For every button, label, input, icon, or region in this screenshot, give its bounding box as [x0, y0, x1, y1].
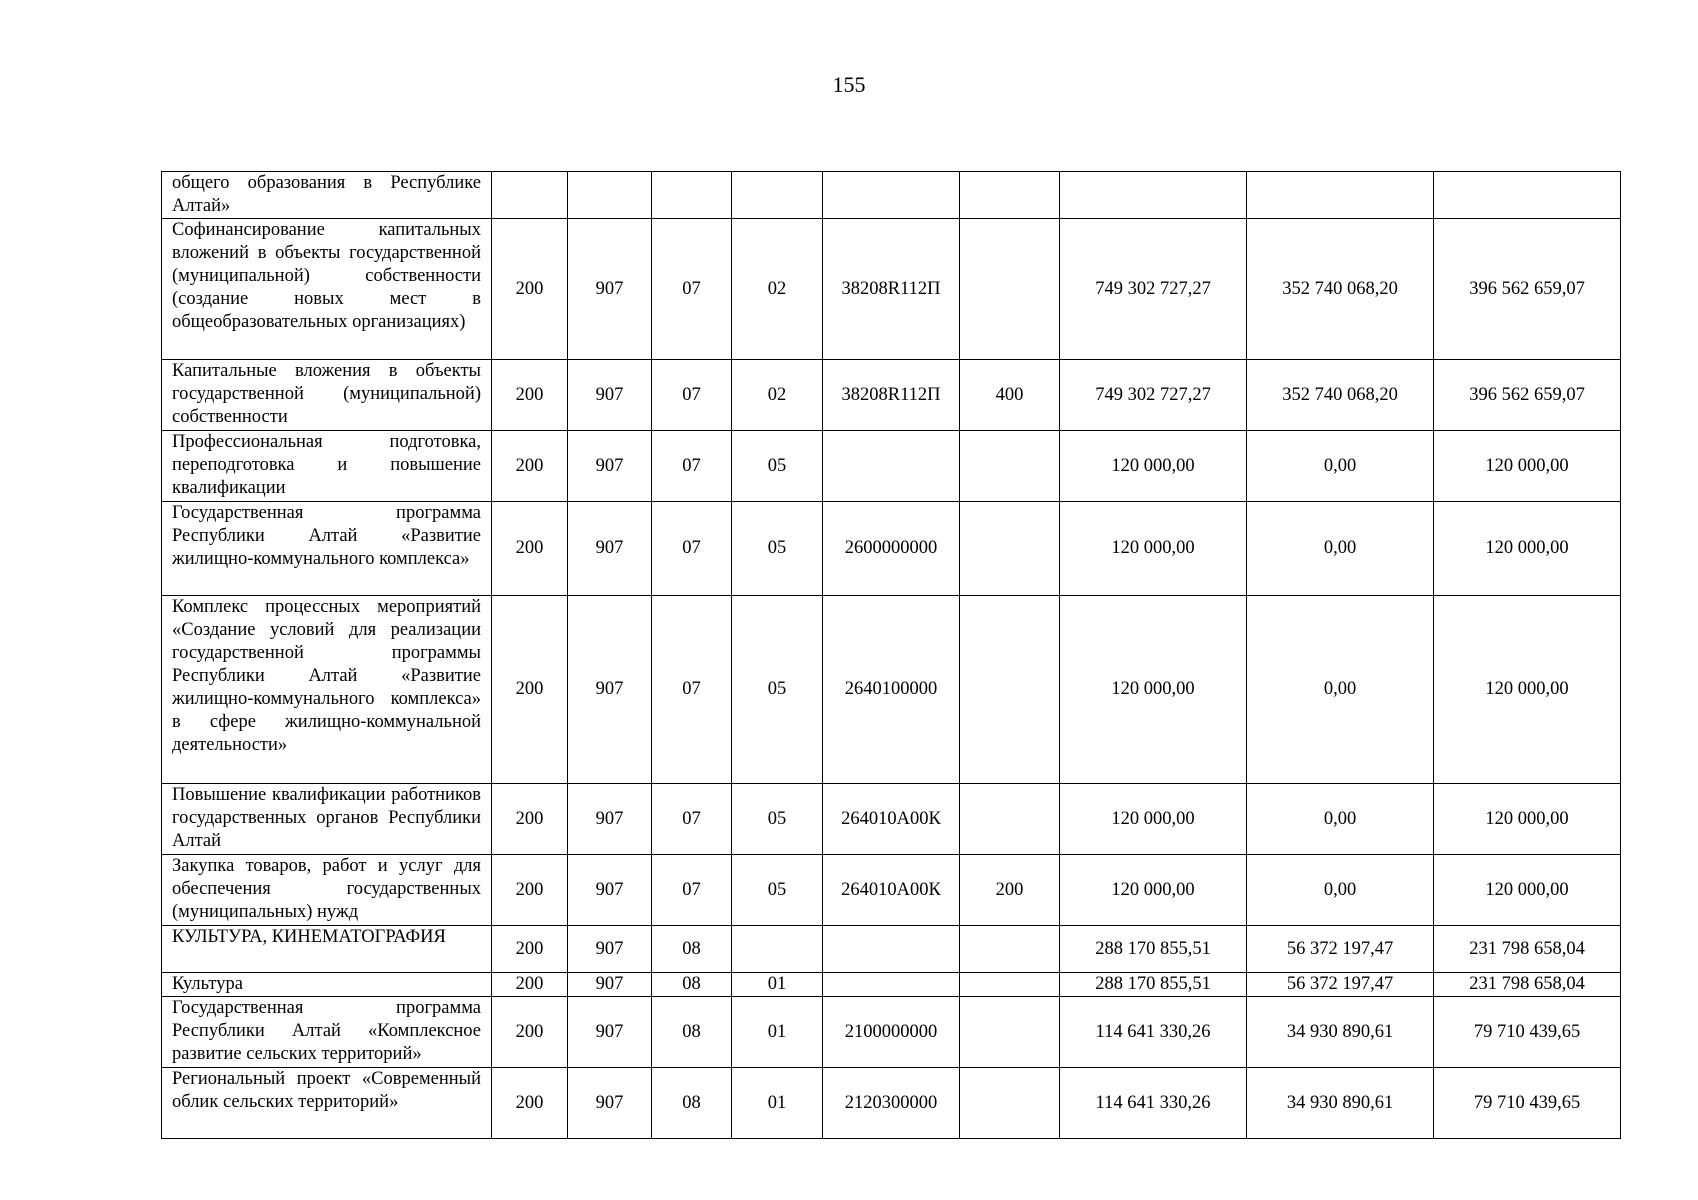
cell-amount-3: 79 710 439,65	[1434, 1068, 1621, 1139]
cell-code-1	[492, 172, 568, 219]
cell-code-4: 05	[732, 431, 823, 502]
cell-amount-2: 56 372 197,47	[1247, 973, 1434, 997]
row-name: Закупка товаров, работ и услуг для обеспечения государственных (муниципальных) нужд	[162, 855, 492, 926]
cell-amount-3: 120 000,00	[1434, 502, 1621, 596]
cell-amount-2: 34 930 890,61	[1247, 1068, 1434, 1139]
cell-code-2: 907	[568, 360, 652, 431]
cell-code-3: 07	[652, 784, 732, 855]
table-row	[162, 431, 1621, 502]
cell-amount-1: 288 170 855,51	[1060, 926, 1247, 973]
cell-code-6: 200	[960, 855, 1060, 926]
cell-amount-3: 79 710 439,65	[1434, 997, 1621, 1068]
cell-code-5: 264010А00К	[823, 784, 960, 855]
cell-code-5: 38208R112П	[823, 219, 960, 360]
cell-code-1: 200	[492, 784, 568, 855]
row-name: Комплекс процессных мероприятий «Создание условий для реализации государственной программы Республики Алтай «Развитие жилищно-коммунального комплекса» в сфере жилищно-коммунальной деятельности»	[162, 596, 492, 784]
cell-code-3: 08	[652, 997, 732, 1068]
cell-code-5: 2120300000	[823, 1068, 960, 1139]
cell-code-4: 01	[732, 997, 823, 1068]
cell-code-4: 02	[732, 360, 823, 431]
cell-amount-2: 0,00	[1247, 502, 1434, 596]
row-name: Профессиональная подготовка, переподготовка и повышение квалификации	[162, 431, 492, 502]
cell-amount-2: 352 740 068,20	[1247, 219, 1434, 360]
cell-amount-3: 231 798 658,04	[1434, 973, 1621, 997]
cell-amount-1	[1060, 172, 1247, 219]
cell-amount-1: 288 170 855,51	[1060, 973, 1247, 997]
row-name: Повышение квалификации работников государственных органов Республики Алтай	[162, 784, 492, 855]
cell-amount-1: 120 000,00	[1060, 855, 1247, 926]
table-row	[162, 784, 1621, 855]
cell-amount-3: 396 562 659,07	[1434, 360, 1621, 431]
cell-code-2: 907	[568, 431, 652, 502]
table-row	[162, 172, 1621, 219]
cell-amount-1: 120 000,00	[1060, 502, 1247, 596]
cell-code-2	[568, 172, 652, 219]
cell-amount-2: 0,00	[1247, 855, 1434, 926]
cell-amount-1: 114 641 330,26	[1060, 1068, 1247, 1139]
cell-code-3: 08	[652, 926, 732, 973]
budget-table	[161, 171, 1621, 1139]
row-name: Государственная программа Республики Алтай «Комплексное развитие сельских территорий»	[162, 997, 492, 1068]
cell-code-6	[960, 502, 1060, 596]
cell-code-6	[960, 596, 1060, 784]
cell-code-5	[823, 973, 960, 997]
cell-amount-1: 749 302 727,27	[1060, 360, 1247, 431]
cell-code-3: 07	[652, 360, 732, 431]
cell-code-4: 05	[732, 596, 823, 784]
cell-code-6	[960, 926, 1060, 973]
row-name: Капитальные вложения в объекты государственной (муниципальной) собственности	[162, 360, 492, 431]
cell-code-1: 200	[492, 596, 568, 784]
cell-amount-3: 120 000,00	[1434, 784, 1621, 855]
cell-code-3	[652, 172, 732, 219]
cell-amount-2: 0,00	[1247, 784, 1434, 855]
cell-code-6: 400	[960, 360, 1060, 431]
cell-amount-1: 120 000,00	[1060, 784, 1247, 855]
cell-code-6	[960, 997, 1060, 1068]
cell-code-1: 200	[492, 1068, 568, 1139]
cell-code-4: 02	[732, 219, 823, 360]
cell-code-1: 200	[492, 360, 568, 431]
table-row	[162, 973, 1621, 997]
cell-code-4: 05	[732, 502, 823, 596]
cell-amount-1: 114 641 330,26	[1060, 997, 1247, 1068]
cell-code-6	[960, 219, 1060, 360]
cell-code-3: 07	[652, 219, 732, 360]
cell-amount-2	[1247, 172, 1434, 219]
cell-amount-3: 396 562 659,07	[1434, 219, 1621, 360]
cell-amount-2: 0,00	[1247, 596, 1434, 784]
cell-amount-1: 749 302 727,27	[1060, 219, 1247, 360]
row-name: КУЛЬТУРА, КИНЕМАТОГРАФИЯ	[162, 926, 492, 973]
cell-code-2: 907	[568, 596, 652, 784]
cell-code-1: 200	[492, 431, 568, 502]
cell-code-2: 907	[568, 502, 652, 596]
cell-amount-3	[1434, 172, 1621, 219]
cell-code-1: 200	[492, 855, 568, 926]
row-name: Культура	[162, 973, 492, 997]
cell-amount-3: 120 000,00	[1434, 596, 1621, 784]
cell-code-2: 907	[568, 997, 652, 1068]
cell-code-4	[732, 172, 823, 219]
cell-code-4: 05	[732, 855, 823, 926]
cell-code-3: 07	[652, 502, 732, 596]
cell-code-6	[960, 1068, 1060, 1139]
cell-amount-3: 231 798 658,04	[1434, 926, 1621, 973]
row-name: Региональный проект «Современный облик сельских территорий»	[162, 1068, 492, 1139]
cell-code-3: 08	[652, 973, 732, 997]
cell-code-3: 07	[652, 855, 732, 926]
cell-code-1: 200	[492, 997, 568, 1068]
row-name: Государственная программа Республики Алтай «Развитие жилищно-коммунального комплекса»	[162, 502, 492, 596]
table-row	[162, 502, 1621, 596]
cell-code-2: 907	[568, 926, 652, 973]
cell-code-3: 08	[652, 1068, 732, 1139]
table-row	[162, 855, 1621, 926]
cell-code-3: 07	[652, 431, 732, 502]
cell-amount-2: 34 930 890,61	[1247, 997, 1434, 1068]
cell-code-2: 907	[568, 784, 652, 855]
cell-code-6	[960, 172, 1060, 219]
cell-code-4	[732, 926, 823, 973]
cell-code-1: 200	[492, 926, 568, 973]
cell-code-5: 2100000000	[823, 997, 960, 1068]
cell-amount-2: 352 740 068,20	[1247, 360, 1434, 431]
cell-code-4: 05	[732, 784, 823, 855]
cell-code-1: 200	[492, 973, 568, 997]
row-name: общего образования в Республике Алтай»	[162, 172, 492, 219]
cell-code-3: 07	[652, 596, 732, 784]
table-row	[162, 926, 1621, 973]
cell-amount-2: 56 372 197,47	[1247, 926, 1434, 973]
cell-amount-2: 0,00	[1247, 431, 1434, 502]
cell-code-1: 200	[492, 219, 568, 360]
cell-amount-1: 120 000,00	[1060, 431, 1247, 502]
cell-code-6	[960, 784, 1060, 855]
cell-code-6	[960, 431, 1060, 502]
cell-code-5: 2640100000	[823, 596, 960, 784]
page-number: 155	[832, 72, 866, 97]
cell-code-5	[823, 431, 960, 502]
cell-code-5: 264010А00К	[823, 855, 960, 926]
cell-code-2: 907	[568, 855, 652, 926]
cell-code-1: 200	[492, 502, 568, 596]
cell-amount-3: 120 000,00	[1434, 855, 1621, 926]
cell-amount-3: 120 000,00	[1434, 431, 1621, 502]
table-row	[162, 997, 1621, 1068]
cell-code-4: 01	[732, 1068, 823, 1139]
row-name: Софинансирование капитальных вложений в объекты государственной (муниципальной) собственности (создание новых мест в общеобразовательных организациях)	[162, 219, 492, 360]
table-row	[162, 596, 1621, 784]
cell-code-2: 907	[568, 1068, 652, 1139]
cell-code-6	[960, 973, 1060, 997]
cell-amount-1: 120 000,00	[1060, 596, 1247, 784]
table-row	[162, 1068, 1621, 1139]
table-row	[162, 219, 1621, 360]
cell-code-4: 01	[732, 973, 823, 997]
cell-code-5	[823, 172, 960, 219]
cell-code-2: 907	[568, 219, 652, 360]
cell-code-2: 907	[568, 973, 652, 997]
cell-code-5: 2600000000	[823, 502, 960, 596]
cell-code-5	[823, 926, 960, 973]
table-row	[162, 360, 1621, 431]
cell-code-5: 38208R112П	[823, 360, 960, 431]
